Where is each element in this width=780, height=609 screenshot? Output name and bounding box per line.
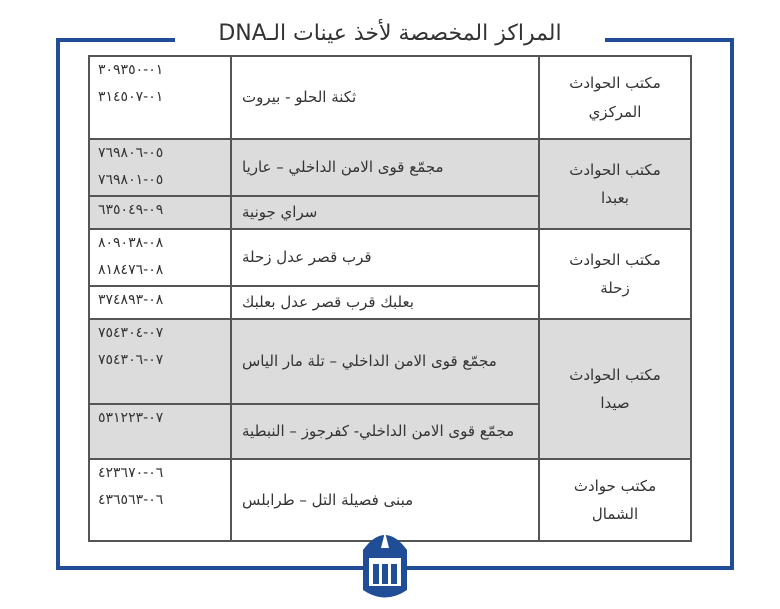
- office-cell: مكتب الحوادث بعبدا: [538, 138, 692, 230]
- phone-cell: [88, 318, 232, 405]
- address-cell: مبنى فصيلة التل – طرابلس: [230, 458, 540, 542]
- phone-cell: [88, 228, 232, 287]
- address-cell: مجمّع قوى الامن الداخلي – عاريا: [230, 138, 540, 197]
- address-cell: قرب قصر عدل زحلة: [230, 228, 540, 287]
- phone-number: ٠٥-٧٦٩٨٠٦: [98, 145, 164, 161]
- address-cell: بعلبك قرب قصر عدل بعلبك: [230, 285, 540, 320]
- phone-number: ٠٨-٨٠٩٠٣٨: [98, 235, 164, 251]
- phone-number: ٠٨-٨١٨٤٧٦: [98, 261, 164, 278]
- phone-number: ٠٦-٤٣٦٥٦٣: [98, 491, 164, 508]
- address-cell: سراي جونية: [230, 195, 540, 230]
- phone-number: ٠٧-٥٣١٢٢٣: [98, 410, 164, 426]
- office-cell: مكتب الحوادث المركزي: [538, 55, 692, 140]
- phone-number: ٠١-٣١٤٥٠٧: [98, 88, 164, 105]
- address-cell: مجمّع قوى الامن الداخلي- كفرجوز – النبطية: [230, 403, 540, 460]
- phone-cell: [88, 55, 232, 140]
- phone-cell: [88, 403, 232, 460]
- office-cell: مكتب حوادث الشمال: [538, 458, 692, 542]
- phone-cell: [88, 458, 232, 542]
- page-title: المراكز المخصصة لأخذ عينات الـDNA: [175, 16, 605, 52]
- phone-number: ٠٦-٤٢٣٦٧٠: [98, 465, 164, 481]
- address-cell: مجمّع قوى الامن الداخلي – تلة مار الياس: [230, 318, 540, 405]
- phone-cell: [88, 138, 232, 197]
- phone-cell: [88, 285, 232, 320]
- phone-number: ٠٨-٣٧٤٨٩٣: [98, 292, 164, 308]
- phone-cell: [88, 195, 232, 230]
- phone-number: ٠١-٣٠٩٣٥٠: [98, 62, 164, 78]
- isf-logo: [355, 520, 415, 605]
- phone-number: ٠٧-٧٥٤٣٠٤: [98, 325, 164, 341]
- phone-number: ٠٩-٦٣٥٠٤٩: [98, 202, 164, 218]
- phone-number: ٠٧-٧٥٤٣٠٦: [98, 351, 164, 368]
- phone-number: ٠٥-٧٦٩٨٠١: [98, 171, 164, 188]
- office-cell: مكتب الحوادث صيدا: [538, 318, 692, 460]
- office-cell: مكتب الحوادث زحلة: [538, 228, 692, 320]
- address-cell: ثكنة الحلو - بيروت: [230, 55, 540, 140]
